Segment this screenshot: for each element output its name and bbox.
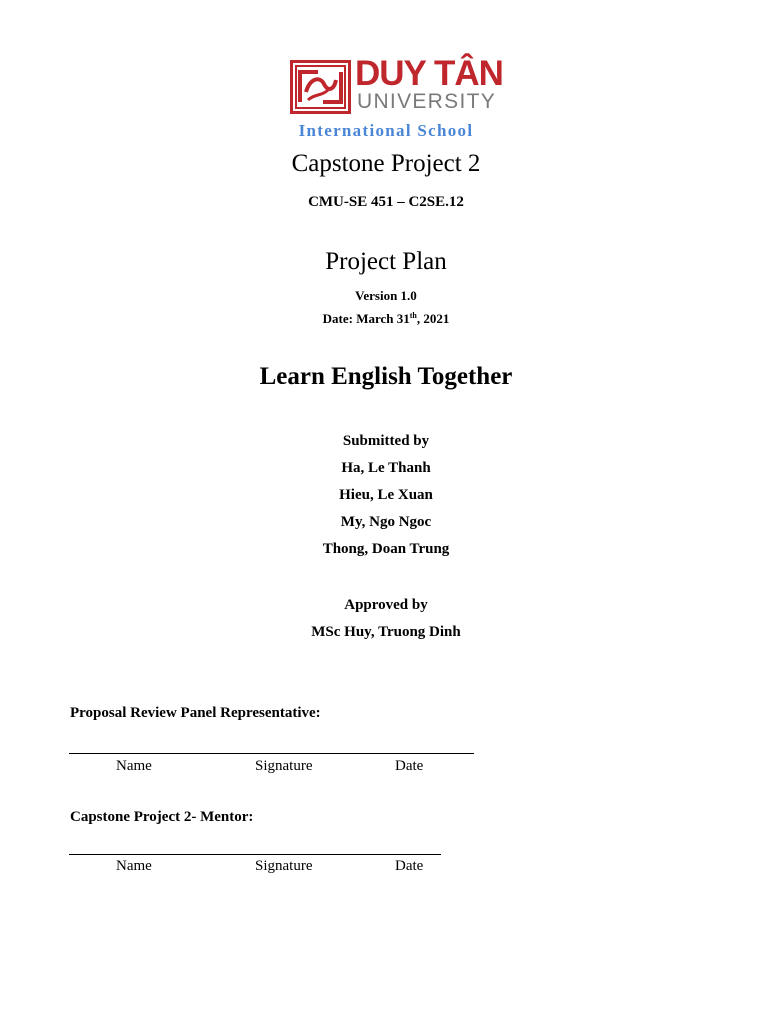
name-column-label: Name	[116, 858, 152, 874]
duy-tan-emblem-icon	[290, 60, 351, 114]
date-column-label: Date	[395, 858, 424, 874]
logo-name: DUY TÂN	[355, 54, 503, 93]
logo-subtitle: UNIVERSITY	[357, 90, 497, 113]
school-name: International School	[298, 121, 474, 140]
date-prefix: Date: March 31	[322, 311, 410, 326]
signature-line	[69, 753, 474, 754]
date-column-label: Date	[395, 758, 424, 774]
signature-column-label: Signature	[255, 758, 313, 774]
document-date	[0, 310, 768, 328]
team-member: My, Ngo Ngoc	[340, 514, 432, 530]
date-ordinal: th	[409, 311, 417, 320]
team-member: Ha, Le Thanh	[341, 460, 431, 476]
course-title: Capstone Project 2	[291, 150, 481, 177]
project-name: Learn English Together	[259, 363, 513, 390]
university-logo	[290, 54, 503, 114]
approver-name: MSc Huy, Truong Dinh	[311, 624, 461, 640]
course-code: CMU-SE 451 – C2SE.12	[308, 194, 464, 210]
review-panel-label: Proposal Review Panel Representative:	[70, 705, 321, 721]
document-version: Version 1.0	[355, 288, 417, 303]
name-column-label: Name	[116, 758, 152, 774]
submitted-by-label: Submitted by	[342, 433, 430, 449]
signature-column-label: Signature	[255, 858, 313, 874]
document-title: Project Plan	[325, 248, 447, 275]
signature-line	[69, 854, 441, 855]
team-member: Thong, Doan Trung	[322, 541, 450, 557]
team-member: Hieu, Le Xuan	[339, 487, 433, 503]
date-year: , 2021	[416, 311, 450, 326]
approved-by-label: Approved by	[344, 597, 428, 613]
mentor-label: Capstone Project 2- Mentor:	[70, 809, 254, 825]
